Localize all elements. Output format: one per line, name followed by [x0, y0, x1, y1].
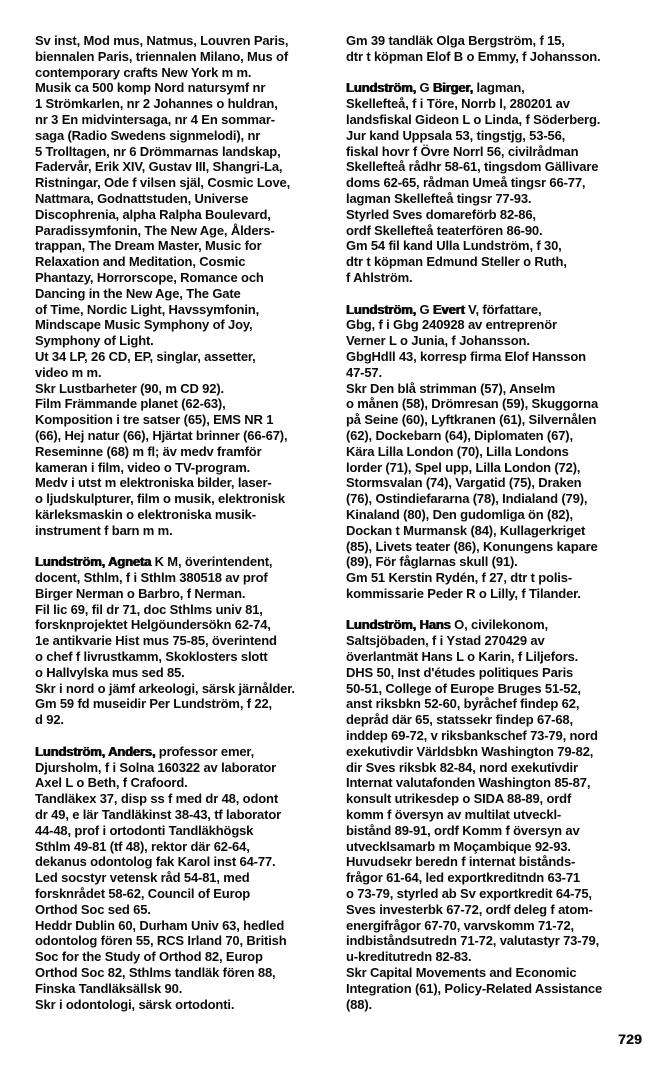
- entry-text: Discophrenia, alpha Ralpha Boulevard,: [35, 206, 271, 222]
- entry-text: d 92.: [35, 712, 64, 728]
- text-line: [35, 365, 337, 381]
- text-line: [35, 412, 337, 428]
- text-line: [346, 128, 654, 144]
- text-line: [35, 475, 337, 491]
- entry-text: saga (Radio Swedens signmelodi), nr: [35, 127, 261, 143]
- entry-text: Saltsjöbaden, f i Ystad 270429 av: [346, 633, 545, 649]
- text-line: [346, 191, 654, 207]
- entry-text: Styrled Sves domareförb 82-86,: [346, 206, 536, 222]
- entry-text: Heddr Dublin 60, Durham Univ 63, hedled: [35, 917, 285, 933]
- entry-text: Musik ca 500 komp Nord natursymf nr: [35, 80, 266, 96]
- text-line: [35, 902, 337, 918]
- entry-text: trappan, The Dream Master, Music for: [35, 238, 262, 254]
- entry-text: (66), Hej natur (66), Hjärtat brinner (66-67),: [35, 427, 288, 443]
- text-line: [346, 381, 654, 397]
- entry-text: contemporary crafts New York m m.: [35, 64, 252, 80]
- text-line: [35, 254, 337, 270]
- text-line: [35, 823, 337, 839]
- text-line: [346, 728, 654, 744]
- entry-text: lagman,: [473, 80, 525, 96]
- entry-text: Nattmara, Godnattstuden, Universe: [35, 190, 249, 206]
- text-line: [35, 570, 337, 586]
- entry-text: konsult utrikesdep o SIDA 88-89, ordf: [346, 791, 572, 807]
- text-line: [35, 333, 337, 349]
- text-line: [346, 933, 654, 949]
- text-line: [346, 523, 654, 539]
- entry-text: komm f översyn av multilat utveckl-: [346, 807, 562, 823]
- entry-text: nr 3 En midvintersaga, nr 4 En sommar-: [35, 111, 275, 127]
- entry-text: landsfiskal Gideon L o Linda, f Söderberg.: [346, 111, 601, 127]
- text-line: [35, 381, 337, 397]
- text-line: [346, 775, 654, 791]
- entry-text: depråd där 65, statssekr findep 67-68,: [346, 712, 573, 728]
- entry-text: Skellefteå rådhr 58-61, tingsdom Gällivare: [346, 159, 599, 175]
- entry-text: forsknrådet 58-62, Council of Europ: [35, 886, 251, 902]
- entry-text: 44-48, prof i ortodonti Tandläkhögsk: [35, 822, 254, 838]
- text-line: [346, 633, 654, 649]
- text-line: [35, 839, 337, 855]
- text-line: [35, 523, 337, 539]
- text-line: [346, 96, 654, 112]
- text-columns: [35, 33, 654, 1012]
- text-line: [35, 744, 337, 760]
- entry-text: (62), Dockebarn (64), Diplomaten (67),: [346, 427, 573, 443]
- text-line: [35, 949, 337, 965]
- text-line: [346, 207, 654, 223]
- text-line: [35, 586, 337, 602]
- entry-text: Mindscape Music Symphony of Joy,: [35, 317, 253, 333]
- text-line: [35, 633, 337, 649]
- text-line: [35, 128, 337, 144]
- entry-text: Gm 59 fd museidir Per Lundström, f 22,: [35, 696, 273, 712]
- entry-text: lagman Skellefteå tingsr 77-93.: [346, 190, 532, 206]
- entry-text: Tandläkex 37, disp ss f med dr 48, odont: [35, 791, 278, 807]
- text-line: [35, 665, 337, 681]
- entry-text: Sves investerbk 67-72, ordf deleg f atom-: [346, 901, 593, 917]
- entry-text: bistånd 89-91, ordf Komm f översyn av: [346, 822, 580, 838]
- text-line: [346, 238, 654, 254]
- entry-text: Skellefteå, f i Töre, Norrb l, 280201 av: [346, 96, 570, 112]
- entry-text: Komposition i tre satser (65), EMS NR 1: [35, 412, 274, 428]
- entry-text: 47-57.: [346, 364, 382, 380]
- text-line: [346, 617, 654, 633]
- text-line: [346, 49, 654, 65]
- entry-name: Evert: [432, 301, 465, 317]
- text-line: [346, 302, 654, 318]
- entry-text: 50-51, College of Europe Bruges 51-52,: [346, 680, 581, 696]
- entry-text: Stormsvalan (74), Vargatid (75), Draken: [346, 475, 582, 491]
- entry-text: Orthod Soc sed 65.: [35, 901, 151, 917]
- text-line: [346, 80, 654, 96]
- text-line: [346, 33, 654, 49]
- entry-text: Gm 51 Kerstin Rydén, f 27, dtr t polis-: [346, 570, 573, 586]
- text-line: [35, 302, 337, 318]
- text-line: [35, 981, 337, 997]
- entry-text: Skr i nord o jämf arkeologi, särsk järnålder.: [35, 680, 295, 696]
- entry-text: o 73-79, styrled ab Sv exportkredit 64-75,: [346, 886, 592, 902]
- entry-text: professor emer,: [155, 743, 255, 759]
- text-line: [346, 396, 654, 412]
- text-line: [346, 460, 654, 476]
- text-line: [35, 681, 337, 697]
- entry-text: Gm 39 tandläk Olga Bergström, f 15,: [346, 33, 565, 48]
- entry-text: lorder (71), Spel upp, Lilla London (72),: [346, 459, 581, 475]
- text-line: [35, 428, 337, 444]
- text-line: [346, 586, 654, 602]
- entry-text: Sthlm 49-81 (tf 48), rektor där 62-64,: [35, 838, 250, 854]
- text-line: [346, 365, 654, 381]
- text-line: [346, 349, 654, 365]
- entry-text: inddep 69-72, v riksbankschef 73-79, nord: [346, 728, 598, 744]
- text-line: [346, 491, 654, 507]
- entry-text: instrument f barn m m.: [35, 522, 173, 538]
- entry-text: energifrågor 67-70, varvskomm 71-72,: [346, 917, 574, 933]
- entry-name: Birger,: [432, 80, 474, 96]
- text-line: [346, 981, 654, 997]
- page-number: 729: [618, 1031, 642, 1047]
- entry-text: frågor 61-64, led exportkreditndn 63-71: [346, 870, 581, 886]
- text-line: [346, 570, 654, 586]
- entry-text: Skr Den blå strimman (57), Anselm: [346, 380, 556, 396]
- entry-text: G: [416, 301, 433, 317]
- text-line: [346, 649, 654, 665]
- text-line: [35, 286, 337, 302]
- entry-text: indbiståndsutredn 71-72, valutastyr 73-79,: [346, 933, 600, 949]
- entry-name: Lundström,: [346, 301, 416, 317]
- text-line: [346, 807, 654, 823]
- text-line: [35, 49, 337, 65]
- text-line: [35, 207, 337, 223]
- text-line: [346, 902, 654, 918]
- entry-text: Finska Tandläksällsk 90.: [35, 980, 183, 996]
- entry-text: doms 62-65, rådman Umeå tingsr 66-77,: [346, 175, 586, 191]
- entry-text: Soc for the Study of Orthod 82, Europ: [35, 949, 263, 965]
- text-line: [346, 823, 654, 839]
- text-line: [35, 112, 337, 128]
- text-line: [346, 696, 654, 712]
- entry-text: (85), Livets teater (86), Konungens kapare: [346, 538, 598, 554]
- entry-text: 5 Trolltagen, nr 6 Drömmarnas landskap,: [35, 143, 281, 159]
- entry-text: V, författare,: [464, 301, 542, 317]
- text-line: [346, 175, 654, 191]
- text-line: [346, 539, 654, 555]
- entry-text: G: [416, 80, 433, 96]
- entry-text: utvecklsamarb m Moçambique 92-93.: [346, 838, 571, 854]
- entry-text: Fil lic 69, fil dr 71, doc Sthlms univ 81,: [35, 601, 263, 617]
- entry-text: 1 Strömkarlen, nr 2 Johannes o huldran,: [35, 96, 278, 112]
- text-line: [346, 886, 654, 902]
- entry-text: Internat valutafonden Washington 85-87,: [346, 775, 591, 791]
- entry-text: Orthod Soc 82, Sthlms tandläk fören 88,: [35, 965, 276, 981]
- text-line: [346, 223, 654, 239]
- text-line: [35, 191, 337, 207]
- text-line: [35, 159, 337, 175]
- entry-text: o ljudskulpturer, film o musik, elektronisk: [35, 491, 286, 507]
- entry-text: dekanus odontolog fak Karol inst 64-77.: [35, 854, 276, 870]
- text-line: [346, 317, 654, 333]
- entry-text: kameran i film, video o TV-program.: [35, 459, 251, 475]
- entry-text: Fadervår, Erik XIV, Gustav III, Shangri-La,: [35, 159, 283, 175]
- text-line: [35, 649, 337, 665]
- entry-block: [35, 744, 337, 1013]
- text-line: [346, 997, 654, 1013]
- entry-block: [346, 302, 654, 602]
- text-line: [346, 854, 654, 870]
- text-line: [35, 997, 337, 1013]
- text-line: [35, 712, 337, 728]
- entry-text: Sv inst, Mod mus, Natmus, Louvren Paris,: [35, 33, 289, 48]
- text-line: [35, 918, 337, 934]
- entry-text: Dancing in the New Age, The Gate: [35, 285, 241, 301]
- text-line: [35, 317, 337, 333]
- entry-text: Symphony of Light.: [35, 333, 154, 349]
- text-column-left: [35, 33, 337, 1012]
- text-line: [346, 744, 654, 760]
- entry-text: docent, Sthlm, f i Sthlm 380518 av prof: [35, 570, 268, 586]
- entry-name: Lundström, Anders,: [35, 743, 156, 759]
- text-line: [35, 223, 337, 239]
- text-line: [346, 791, 654, 807]
- entry-text: Kära Lilla London (70), Lilla Londons: [346, 443, 569, 459]
- entry-text: u-kreditutredn 82-83.: [346, 949, 472, 965]
- entry-text: Djursholm, f i Solna 160322 av laborator: [35, 759, 277, 775]
- entry-text: Gm 54 fil kand Ulla Lundström, f 30,: [346, 238, 562, 254]
- text-line: [346, 412, 654, 428]
- entry-text: Jur kand Uppsala 53, tingstjg, 53-56,: [346, 127, 566, 143]
- entry-text: Skr Lustbarheter (90, m CD 92).: [35, 380, 224, 396]
- entry-text: video m m.: [35, 364, 102, 380]
- entry-block: [35, 33, 337, 539]
- text-line: [35, 507, 337, 523]
- text-line: [35, 696, 337, 712]
- text-line: [35, 238, 337, 254]
- entry-text: 1e antikvarie Hist mus 75-85, överintend: [35, 633, 277, 649]
- entry-text: (88).: [346, 996, 372, 1012]
- text-line: [35, 96, 337, 112]
- entry-text: dtr t köpman Edmund Steller o Ruth,: [346, 254, 567, 270]
- text-line: [346, 839, 654, 855]
- entry-text: forsknprojektet Helgöundersökn 62-74,: [35, 617, 271, 633]
- text-line: [346, 254, 654, 270]
- text-line: [346, 112, 654, 128]
- entry-name: Lundström, Agneta: [35, 554, 152, 570]
- entry-text: Huvudsekr beredn f internat bistånds-: [346, 854, 576, 870]
- entry-text: överlantmät Hans L o Karin, f Liljefors.: [346, 649, 579, 665]
- text-line: [35, 144, 337, 160]
- entry-text: odontolog fören 55, RCS Irland 70, British: [35, 933, 287, 949]
- text-line: [35, 396, 337, 412]
- entry-text: Reseminne (68) m fl; äv medv framför: [35, 443, 262, 459]
- text-line: [35, 886, 337, 902]
- text-line: [35, 791, 337, 807]
- entry-text: fiskal hovr f Övre Norrl 56, civilrådman: [346, 143, 579, 159]
- text-line: [35, 65, 337, 81]
- entry-text: Dockan t Murmansk (84), Kullagerkriget: [346, 522, 586, 538]
- entry-name: Lundström,: [346, 80, 416, 96]
- entry-text: ordf Skellefteå teaterfören 86-90.: [346, 222, 543, 238]
- text-line: [35, 965, 337, 981]
- entry-text: f Ahlström.: [346, 269, 413, 285]
- entry-text: dr 49, e lär Tandläkinst 38-43, tf laborator: [35, 807, 282, 823]
- text-line: [346, 665, 654, 681]
- text-line: [35, 617, 337, 633]
- entry-text: Relaxation and Meditation, Cosmic: [35, 254, 246, 270]
- entry-text: Skr i odontologi, särsk ortodonti.: [35, 996, 235, 1012]
- text-line: [35, 933, 337, 949]
- text-line: [35, 870, 337, 886]
- entry-text: Phantazy, Horrorscope, Romance och: [35, 269, 264, 285]
- entry-text: Film Främmande planet (62-63),: [35, 396, 226, 412]
- text-line: [346, 965, 654, 981]
- text-line: [35, 349, 337, 365]
- text-line: [346, 428, 654, 444]
- text-line: [35, 460, 337, 476]
- text-line: [346, 870, 654, 886]
- text-line: [346, 144, 654, 160]
- entry-text: o chef f livrustkamm, Skoklosters slott: [35, 649, 268, 665]
- text-line: [346, 554, 654, 570]
- entry-text: Medv i utst m elektroniska bilder, laser-: [35, 475, 272, 491]
- entry-text: (76), Ostindiefararna (78), Indialand (79),: [346, 491, 588, 507]
- entry-text: kärleksmaskin o elektroniska musik-: [35, 506, 256, 522]
- entry-block: [346, 617, 654, 1012]
- text-line: [346, 507, 654, 523]
- entry-text: Birger Nerman o Barbro, f Nerman.: [35, 585, 246, 601]
- entry-text: o månen (58), Drömresan (59), Skuggorna: [346, 396, 599, 412]
- text-line: [346, 760, 654, 776]
- entry-text: dir Sves riksbk 82-84, nord exekutivdir: [346, 759, 578, 775]
- text-line: [35, 775, 337, 791]
- entry-text: Skr Capital Movements and Economic: [346, 965, 577, 981]
- entry-text: K M, överintendent,: [151, 554, 273, 570]
- entry-text: Ristningar, Ode f vilsen själ, Cosmic Love,: [35, 175, 291, 191]
- text-line: [346, 159, 654, 175]
- entry-block: [35, 554, 337, 728]
- entry-text: dtr t köpman Elof B o Emmy, f Johansson.: [346, 48, 601, 64]
- entry-text: Gbg, f i Gbg 240928 av entreprenör: [346, 317, 557, 333]
- entry-text: (89), För fåglarnas skull (91).: [346, 554, 518, 570]
- entry-text: på Seine (60), Lyftkranen (61), Silvernålen: [346, 412, 597, 428]
- entry-text: Verner L o Junia, f Johansson.: [346, 333, 530, 349]
- entry-block: [346, 33, 654, 65]
- text-line: [35, 80, 337, 96]
- text-line: [35, 175, 337, 191]
- text-line: [35, 602, 337, 618]
- entry-block: [346, 80, 654, 285]
- text-line: [35, 554, 337, 570]
- entry-text: Kinaland (80), Den gudomliga ön (82),: [346, 506, 574, 522]
- entry-text: Led socstyr vetensk råd 54-81, med: [35, 870, 250, 886]
- entry-text: Integration (61), Policy-Related Assistance: [346, 980, 603, 996]
- entry-text: O, civilekonom,: [450, 617, 548, 633]
- entry-text: exekutivdir Världsbkn Washington 79-82,: [346, 743, 594, 759]
- entry-text: kommissarie Peder R o Lilly, f Tilander.: [346, 585, 581, 601]
- text-line: [35, 491, 337, 507]
- entry-text: of Time, Nordic Light, Havssymfonin,: [35, 301, 260, 317]
- text-line: [346, 949, 654, 965]
- text-line: [35, 760, 337, 776]
- text-column-right: [346, 33, 654, 1012]
- entry-text: biennalen Paris, triennalen Milano, Mus of: [35, 48, 289, 64]
- text-line: [346, 444, 654, 460]
- text-line: [35, 33, 337, 49]
- entry-text: Ut 34 LP, 26 CD, EP, singlar, assetter,: [35, 348, 256, 364]
- entry-text: GbgHdll 43, korresp firma Elof Hansson: [346, 348, 586, 364]
- entry-name: Lundström, Hans: [346, 617, 451, 633]
- text-line: [346, 918, 654, 934]
- text-line: [346, 333, 654, 349]
- entry-text: Paradissymfonin, The New Age, Ålders-: [35, 222, 275, 238]
- text-line: [35, 270, 337, 286]
- entry-text: Axel L o Beth, f Crafoord.: [35, 775, 188, 791]
- text-line: [346, 681, 654, 697]
- entry-text: DHS 50, Inst d'études politiques Paris: [346, 664, 574, 680]
- text-line: [35, 854, 337, 870]
- entry-text: anst riksbkn 52-60, byråchef findep 62,: [346, 696, 580, 712]
- text-line: [35, 444, 337, 460]
- text-line: [35, 807, 337, 823]
- text-line: [346, 712, 654, 728]
- text-line: [346, 475, 654, 491]
- text-line: [346, 270, 654, 286]
- entry-text: o Hallvylska mus sed 85.: [35, 664, 185, 680]
